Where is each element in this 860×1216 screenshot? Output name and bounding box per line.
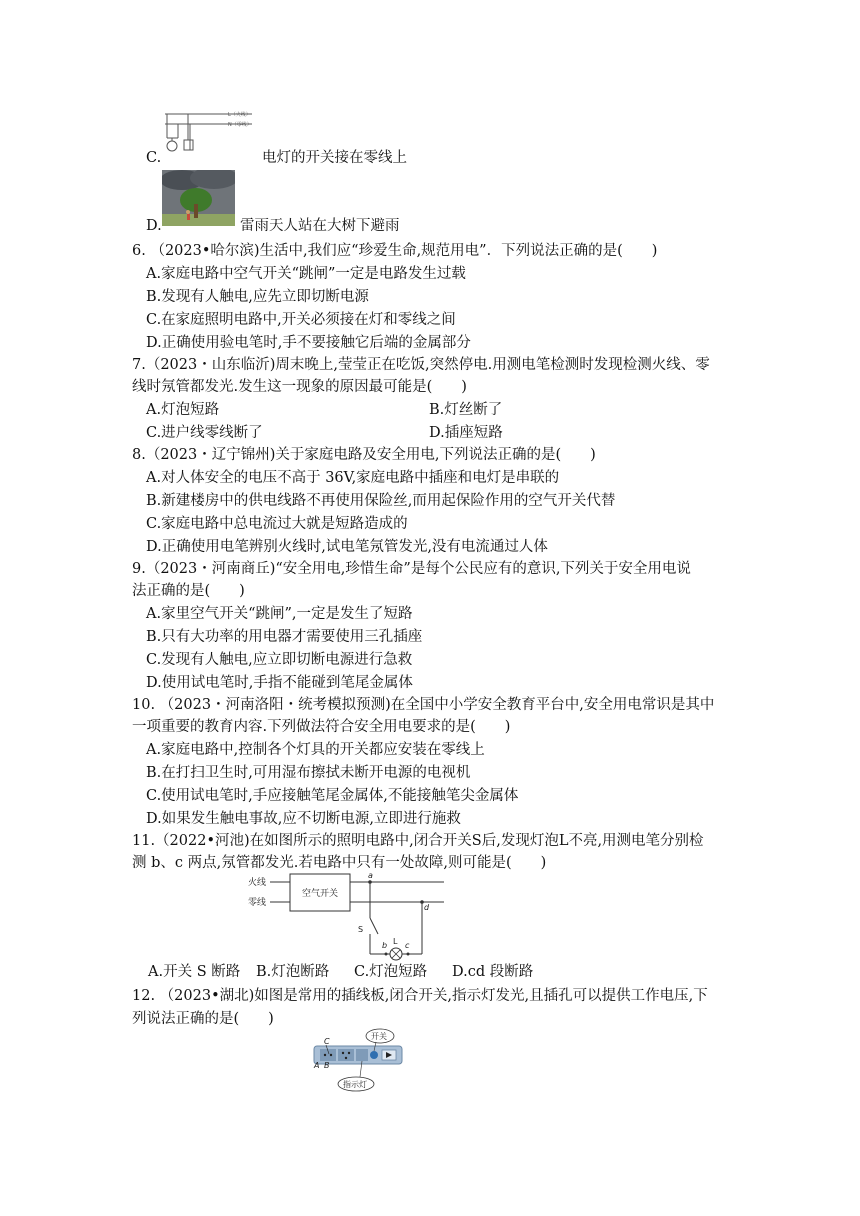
live-wire-label: L（火线） bbox=[228, 112, 251, 118]
q6-stem: 6. （2023•哈尔滨)生活中,我们应“珍爱生命,规范用电”．下列说法正确的是( ) bbox=[132, 243, 658, 259]
live-wire-text: 火线 bbox=[248, 878, 267, 888]
q12-stem-line2: 列说法正确的是( ) bbox=[132, 1011, 274, 1027]
q8-option-d: D.正确使用电笔辨别火线时,试电笔氖管发光,没有电流通过人体 bbox=[146, 539, 548, 555]
q6-option-a: A.家庭电路中空气开关“跳闸”一定是电路发生过载 bbox=[146, 266, 466, 282]
indicator-callout-label: 指示灯 bbox=[343, 1080, 367, 1089]
switch-s-blade bbox=[370, 918, 378, 934]
q10-stem-line1: 10. （2023・河南洛阳・统考模拟预测)在全国中小学安全教育平台中,安全用电常识是其中 bbox=[132, 697, 715, 713]
q7-stem-line2: 线时氖管都发光.发生这一现象的原因最可能是( ) bbox=[132, 379, 467, 395]
q11-option-b: B.灯泡断路 bbox=[256, 964, 330, 980]
q5-option-c-text: 电灯的开关接在零线上 bbox=[262, 150, 407, 166]
node-b-label: b bbox=[382, 941, 388, 950]
node-d-label: d bbox=[424, 903, 430, 912]
q7-option-d: D.插座短路 bbox=[429, 425, 503, 441]
q8-option-b: B.新建楼房中的供电线路不再使用保险丝,而用起保险作用的空气开关代替 bbox=[146, 493, 616, 509]
air-switch-label: 空气开关 bbox=[302, 889, 339, 899]
switch-callout-label: 开关 bbox=[371, 1032, 387, 1041]
q12-stem-line1: 12. （2023•湖北)如图是常用的插线板,闭合开关,指示灯发光,且插孔可以提供工作电压,下 bbox=[132, 988, 708, 1004]
wiring-diagram-figure bbox=[160, 110, 265, 158]
q11-stem-line2: 测 b、c 两点,氖管都发光.若电路中只有一处故障,则可能是( ) bbox=[132, 855, 547, 871]
q6-option-c: C.在家庭照明电路中,开关必须接在灯和零线之间 bbox=[146, 312, 456, 328]
q5-option-c-letter: C. bbox=[146, 150, 162, 166]
storm-tree-picture bbox=[162, 170, 235, 226]
q9-option-b: B.只有大功率的用电器才需要使用三孔插座 bbox=[146, 629, 423, 645]
q9-stem-line1: 9.（2023・河南商丘)“安全用电,珍惜生命”是每个公民应有的意识,下列关于安全用电说 bbox=[132, 561, 691, 577]
q10-stem-line2: 一项重要的教育内容.下列做法符合安全用电要求的是( ) bbox=[132, 719, 511, 735]
q7-option-c: C.进户线零线断了 bbox=[146, 425, 263, 441]
q8-option-c: C.家庭电路中总电流过大就是短路造成的 bbox=[146, 516, 408, 532]
power-strip-figure bbox=[310, 1028, 410, 1094]
q9-option-d: D.使用试电笔时,手指不能碰到笔尾金属体 bbox=[146, 675, 413, 691]
q11-stem-line1: 11.（2022•河池)在如图所示的照明电路中,闭合开关S后,发现灯泡L不亮,用测电笔分别检 bbox=[132, 833, 704, 849]
label-a: A bbox=[314, 1061, 320, 1070]
q10-option-d: D.如果发生触电事故,应不切断电源,立即进行施救 bbox=[146, 811, 461, 827]
switch-s-label: S bbox=[358, 925, 364, 934]
q9-stem-line2: 法正确的是( ) bbox=[132, 583, 245, 599]
q11-option-a: A.开关 S 断路 bbox=[148, 964, 241, 980]
q5-option-d-text: 雷雨天人站在大树下避雨 bbox=[240, 218, 400, 234]
node-c-label: c bbox=[405, 941, 410, 950]
q9-option-c: C.发现有人触电,应立即切断电源进行急救 bbox=[146, 652, 413, 668]
label-b: B bbox=[324, 1061, 330, 1070]
lamp-l-label: L bbox=[393, 937, 398, 946]
switch-button-icon bbox=[370, 1051, 378, 1059]
q5-option-d-letter: D. bbox=[146, 218, 162, 234]
q6-option-b: B.发现有人触电,应先立即切断电源 bbox=[146, 289, 369, 305]
q9-option-a: A.家里空气开关“跳闸”,一定是发生了短路 bbox=[146, 606, 413, 622]
q10-option-b: B.在打扫卫生时,可用湿布擦拭未断开电源的电视机 bbox=[146, 765, 471, 781]
lighting-circuit-diagram bbox=[246, 868, 448, 964]
label-c: C bbox=[324, 1037, 330, 1046]
neutral-wire-text: 零线 bbox=[248, 898, 267, 908]
q7-option-b: B.灯丝断了 bbox=[429, 402, 503, 418]
node-a-label: a bbox=[368, 871, 373, 880]
q10-option-a: A.家庭电路中,控制各个灯具的开关都应安装在零线上 bbox=[146, 742, 485, 758]
q11-option-d: D.cd 段断路 bbox=[452, 964, 534, 980]
q7-stem-line1: 7.（2023・山东临沂)周末晚上,莹莹正在吃饭,突然停电.用测电笔检测时发现检测火线、零 bbox=[132, 357, 710, 373]
q10-option-c: C.使用试电笔时,手应接触笔尾金属体,不能接触笔尖金属体 bbox=[146, 788, 519, 804]
q8-stem: 8.（2023・辽宁锦州)关于家庭电路及安全用电,下列说法正确的是( ) bbox=[132, 447, 596, 463]
q8-option-a: A.对人体安全的电压不高于 36V,家庭电路中插座和电灯是串联的 bbox=[146, 470, 560, 486]
neutral-wire-label: N（零线） bbox=[228, 122, 252, 128]
q6-option-d: D.正确使用验电笔时,手不要接触它后端的金属部分 bbox=[146, 335, 471, 351]
q7-option-a: A.灯泡短路 bbox=[146, 402, 220, 418]
q11-option-c: C.灯泡短路 bbox=[354, 964, 428, 980]
